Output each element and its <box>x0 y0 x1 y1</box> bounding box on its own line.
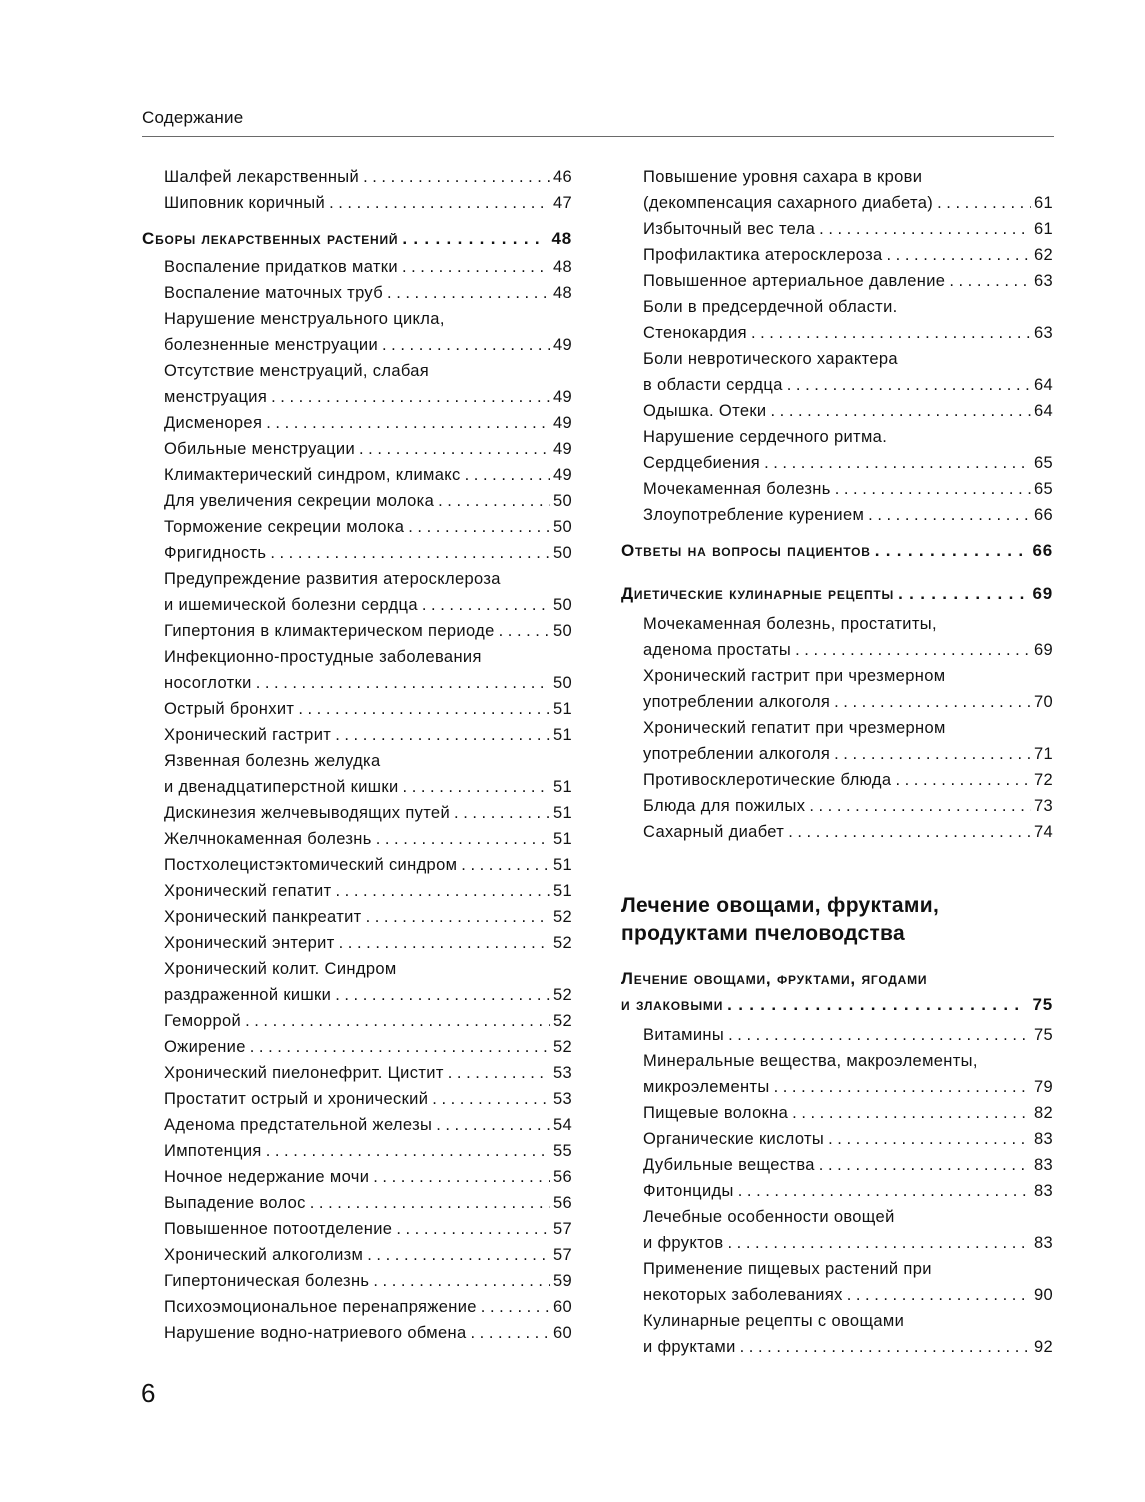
chapter-title-line: продуктами пчеловодства <box>621 922 905 945</box>
entry-page: 49 <box>552 388 572 406</box>
entry-page: 51 <box>552 856 572 874</box>
section-title: Ответы на вопросы пациентов <box>621 541 871 560</box>
entry-title: и ишемической болезни сердца <box>164 596 418 614</box>
section-page: 75 <box>1032 995 1053 1014</box>
entry-title: Ожирение <box>164 1038 246 1056</box>
entry-title: в области сердца <box>643 376 783 394</box>
dot-leader <box>764 450 1031 476</box>
toc-entry[interactable] <box>164 1320 572 1346</box>
section-page: 48 <box>551 229 572 248</box>
entry-title: Хронический панкреатит <box>164 908 362 926</box>
entry-title: Фитонциды <box>643 1182 734 1200</box>
dot-leader <box>461 852 550 878</box>
dot-leader <box>336 878 550 904</box>
dot-leader <box>465 462 550 488</box>
entry-page: 57 <box>552 1246 572 1264</box>
entry-page: 50 <box>552 596 572 614</box>
entry-title: Нарушение водно-натриевого обмена <box>164 1324 467 1342</box>
dot-leader <box>471 1320 550 1346</box>
entry-page: 65 <box>1033 480 1053 498</box>
dot-leader <box>751 320 1031 346</box>
dot-leader <box>373 1164 550 1190</box>
entry-title: Стенокардия <box>643 324 747 342</box>
toc-entry[interactable] <box>164 436 572 462</box>
entry-title-line: Боли в предсердечной области. <box>643 298 898 316</box>
entry-page: 55 <box>552 1142 572 1160</box>
dot-leader <box>438 488 550 514</box>
toc-entry[interactable] <box>164 280 572 306</box>
entry-page: 73 <box>1033 797 1053 815</box>
entry-title: Психоэмоциональное перенапряжение <box>164 1298 477 1316</box>
toc-entry[interactable] <box>643 502 1053 528</box>
dot-leader <box>335 982 550 1008</box>
dot-leader <box>382 332 550 358</box>
toc-entry[interactable] <box>164 696 572 722</box>
entry-title: (декомпенсация сахарного диабета) <box>643 194 934 212</box>
toc-entry[interactable] <box>164 462 572 488</box>
toc-entry[interactable] <box>164 1138 572 1164</box>
entry-page: 61 <box>1033 194 1053 212</box>
entry-title: Торможение секреции молока <box>164 518 405 536</box>
page-number: 6 <box>141 1378 156 1408</box>
entry-title: употреблении алкоголя <box>643 745 831 763</box>
dot-leader <box>809 793 1031 819</box>
dot-leader <box>387 280 550 306</box>
entry-page: 90 <box>1033 1286 1053 1304</box>
toc-entry[interactable] <box>643 767 1053 793</box>
entry-page: 52 <box>552 986 572 1004</box>
dot-leader <box>728 1022 1031 1048</box>
toc-section[interactable] <box>142 226 572 252</box>
entry-page: 57 <box>552 1220 572 1238</box>
toc-entry[interactable] <box>164 1086 572 1112</box>
toc-entry[interactable] <box>643 476 1053 502</box>
entry-title: Желчнокаменная болезнь <box>164 830 372 848</box>
toc-entry[interactable] <box>643 1178 1053 1204</box>
entry-page: 64 <box>1033 402 1053 420</box>
entry-page: 75 <box>1033 1026 1053 1044</box>
toc-entry[interactable] <box>643 450 1053 476</box>
dot-leader <box>266 1138 550 1164</box>
entry-title: Хронический энтерит <box>164 934 335 952</box>
toc-right-column <box>621 164 1053 1360</box>
toc-entry[interactable] <box>164 384 572 410</box>
toc-entry[interactable] <box>164 800 572 826</box>
entry-title: Фригидность <box>164 544 267 562</box>
entry-title: и фруктами <box>643 1338 736 1356</box>
toc-entry[interactable] <box>643 372 1053 398</box>
header-title: Содержание <box>142 108 244 127</box>
entry-title: Сердцебиения <box>643 454 761 472</box>
dot-leader <box>363 164 550 190</box>
section-title: и злаковыми <box>621 995 724 1014</box>
entry-title: Мочекаменная болезнь <box>643 480 831 498</box>
entry-title: Шалфей лекарственный <box>164 168 360 186</box>
toc-entry[interactable] <box>164 1164 572 1190</box>
entry-page: 50 <box>552 622 572 640</box>
dot-leader <box>339 930 550 956</box>
dot-leader <box>792 1100 1031 1126</box>
entry-page: 50 <box>552 492 572 510</box>
toc-entry[interactable] <box>164 254 572 280</box>
dot-leader <box>795 637 1031 663</box>
entry-page: 64 <box>1033 376 1053 394</box>
entry-page: 50 <box>552 544 572 562</box>
dot-leader <box>402 254 550 280</box>
toc-entry[interactable] <box>643 398 1053 424</box>
entry-page: 92 <box>1033 1338 1053 1356</box>
entry-title-line: Кулинарные рецепты с овощами <box>643 1312 905 1330</box>
entry-page: 48 <box>552 258 572 276</box>
toc-entry[interactable] <box>164 826 572 852</box>
dot-leader <box>828 1126 1031 1152</box>
toc-entry[interactable] <box>164 190 572 216</box>
entry-page: 69 <box>1033 641 1053 659</box>
entry-title: Постхолецистэктомический синдром <box>164 856 458 874</box>
entry-title: Хронический гастрит <box>164 726 332 744</box>
section-title-line: Лечение овощами, фруктами, ягодами <box>621 969 928 988</box>
entry-title: носоглотки <box>164 674 252 692</box>
entry-page: 63 <box>1033 272 1053 290</box>
dot-leader <box>432 1086 550 1112</box>
entry-title: Пищевые волокна <box>643 1104 789 1122</box>
toc-entry[interactable] <box>164 774 572 800</box>
section-page: 69 <box>1032 584 1053 603</box>
entry-page: 49 <box>552 466 572 484</box>
entry-title: Сахарный диабет <box>643 823 785 841</box>
dot-leader <box>245 1008 550 1034</box>
entry-page: 70 <box>1033 693 1053 711</box>
dot-leader <box>937 190 1031 216</box>
entry-page: 53 <box>552 1090 572 1108</box>
toc-entry[interactable] <box>643 819 1053 845</box>
entry-title: Дисменорея <box>164 414 263 432</box>
section-page: 66 <box>1032 541 1053 560</box>
entry-title-line: Язвенная болезнь желудка <box>164 752 381 770</box>
dot-leader <box>875 538 1027 564</box>
dot-leader <box>310 1190 550 1216</box>
toc-entry[interactable] <box>164 1112 572 1138</box>
entry-title-line: Предупреждение развития атеросклероза <box>164 570 501 588</box>
entry-title: Хронический алкоголизм <box>164 1246 364 1264</box>
toc-entry[interactable] <box>164 618 572 644</box>
dot-leader <box>256 670 550 696</box>
entry-page: 50 <box>552 674 572 692</box>
toc-section[interactable] <box>621 992 1053 1018</box>
toc-entry[interactable] <box>643 1126 1053 1152</box>
entry-title: Для увеличения секреции молока <box>164 492 435 510</box>
entry-title: Противосклеротические блюда <box>643 771 892 789</box>
toc-entry[interactable] <box>164 1216 572 1242</box>
dot-leader <box>868 502 1031 528</box>
toc-entry[interactable] <box>643 268 1053 294</box>
entry-title-line: Применение пищевых растений при <box>643 1260 932 1278</box>
toc-entry[interactable] <box>164 410 572 436</box>
entry-title: Хронический гепатит <box>164 882 332 900</box>
entry-page: 49 <box>552 414 572 432</box>
dot-leader <box>359 436 550 462</box>
entry-page: 56 <box>552 1168 572 1186</box>
dot-leader <box>949 268 1031 294</box>
entry-title: аденома простаты <box>643 641 792 659</box>
toc-entry[interactable] <box>643 320 1053 346</box>
dot-leader <box>271 384 550 410</box>
entry-title: Выпадение волос <box>164 1194 306 1212</box>
dot-leader <box>774 1074 1031 1100</box>
toc-entry[interactable] <box>164 852 572 878</box>
toc-entry[interactable] <box>164 1008 572 1034</box>
entry-page: 46 <box>552 168 572 186</box>
toc-entry[interactable] <box>643 1100 1053 1126</box>
entry-page: 49 <box>552 336 572 354</box>
entry-title: Профилактика атеросклероза <box>643 246 883 264</box>
toc-entry[interactable] <box>164 514 572 540</box>
dot-leader <box>887 242 1031 268</box>
dot-leader <box>481 1294 550 1320</box>
entry-title-line: Минеральные вещества, макроэлементы, <box>643 1052 978 1070</box>
dot-leader <box>819 1152 1031 1178</box>
dot-leader <box>788 819 1031 845</box>
entry-title: Злоупотребление курением <box>643 506 865 524</box>
dot-leader <box>835 476 1031 502</box>
dot-leader <box>834 689 1031 715</box>
dot-leader <box>834 741 1031 767</box>
entry-title: Шиповник коричный <box>164 194 326 212</box>
entry-title-line: Мочекаменная болезнь, простатиты, <box>643 615 937 633</box>
entry-title-line: Боли невротического характера <box>643 350 898 368</box>
entry-title: употреблении алкоголя <box>643 693 831 711</box>
dot-leader <box>819 216 1031 242</box>
dot-leader <box>366 904 550 930</box>
toc-entry[interactable] <box>643 1230 1053 1256</box>
toc-entry[interactable] <box>164 592 572 618</box>
entry-page: 48 <box>552 284 572 302</box>
entry-title-line: Хронический гепатит при чрезмерном <box>643 719 946 737</box>
chapter-heading[interactable] <box>621 892 1053 948</box>
toc-entry[interactable] <box>643 793 1053 819</box>
dot-leader <box>727 992 1026 1018</box>
dot-leader <box>376 826 550 852</box>
entry-title: раздраженной кишки <box>164 986 332 1004</box>
entry-title: Дискинезия желчевыводящих путей <box>164 804 451 822</box>
section-title: Диетические кулинарные рецепты <box>621 584 895 603</box>
entry-title: Климактерический синдром, климакс <box>164 466 461 484</box>
entry-page: 52 <box>552 934 572 952</box>
entry-page: 47 <box>552 194 572 212</box>
entry-title: микроэлементы <box>643 1078 770 1096</box>
entry-title: Аденома предстательной железы <box>164 1116 433 1134</box>
toc-entry[interactable] <box>164 930 572 956</box>
dot-leader <box>787 372 1031 398</box>
entry-page: 56 <box>552 1194 572 1212</box>
dot-leader <box>422 592 550 618</box>
entry-page: 79 <box>1033 1078 1053 1096</box>
entry-page: 65 <box>1033 454 1053 472</box>
toc-entry[interactable] <box>164 722 572 748</box>
entry-title: Гипертоническая болезнь <box>164 1272 370 1290</box>
dot-leader <box>335 722 550 748</box>
entry-page: 54 <box>552 1116 572 1134</box>
entry-title: Простатит острый и хронический <box>164 1090 429 1108</box>
entry-title: Повышенное артериальное давление <box>643 272 946 290</box>
entry-page: 83 <box>1033 1182 1053 1200</box>
dot-leader <box>298 696 550 722</box>
entry-title: Острый бронхит <box>164 700 295 718</box>
toc-entry[interactable] <box>164 1268 572 1294</box>
toc-entry[interactable] <box>164 670 572 696</box>
entry-page: 74 <box>1033 823 1053 841</box>
entry-page: 61 <box>1033 220 1053 238</box>
entry-page: 62 <box>1033 246 1053 264</box>
entry-page: 52 <box>552 1038 572 1056</box>
entry-page: 52 <box>552 908 572 926</box>
dot-leader <box>329 190 550 216</box>
toc-entry[interactable] <box>643 1022 1053 1048</box>
dot-leader <box>373 1268 550 1294</box>
toc-entry[interactable] <box>164 1242 572 1268</box>
entry-title: Одышка. Отеки <box>643 402 767 420</box>
entry-title-line: Хронический колит. Синдром <box>164 960 397 978</box>
entry-title: и двенадцатиперстной кишки <box>164 778 399 796</box>
toc-entry[interactable] <box>164 1190 572 1216</box>
toc-entry[interactable] <box>643 637 1053 663</box>
toc-entry[interactable] <box>643 242 1053 268</box>
dot-leader <box>250 1034 550 1060</box>
dot-leader <box>454 800 550 826</box>
toc-entry[interactable] <box>643 1074 1053 1100</box>
toc-entry[interactable] <box>643 1152 1053 1178</box>
entry-title: Органические кислоты <box>643 1130 825 1148</box>
entry-page: 60 <box>552 1298 572 1316</box>
toc-entry[interactable] <box>164 982 572 1008</box>
entry-title: Избыточный вес тела <box>643 220 816 238</box>
entry-page: 60 <box>552 1324 572 1342</box>
toc-entry[interactable] <box>164 332 572 358</box>
dot-leader <box>728 1230 1031 1256</box>
toc-entry[interactable] <box>643 1334 1053 1360</box>
entry-page: 66 <box>1033 506 1053 524</box>
toc-entry[interactable] <box>164 1034 572 1060</box>
toc-entry[interactable] <box>643 216 1053 242</box>
toc-entry[interactable] <box>643 741 1053 767</box>
entry-title: менструация <box>164 388 268 406</box>
entry-title: Воспаление придатков матки <box>164 258 398 276</box>
entry-page: 72 <box>1033 771 1053 789</box>
entry-title: Дубильные вещества <box>643 1156 815 1174</box>
dot-leader <box>738 1178 1031 1204</box>
entry-title: Обильные менструации <box>164 440 356 458</box>
entry-page: 49 <box>552 440 572 458</box>
page-header <box>142 108 1054 137</box>
entry-page: 82 <box>1033 1104 1053 1122</box>
entry-page: 51 <box>552 804 572 822</box>
toc-entry[interactable] <box>643 190 1053 216</box>
chapter-title-line: Лечение овощами, фруктами, <box>621 894 940 917</box>
entry-title: и фруктов <box>643 1234 724 1252</box>
toc-entry[interactable] <box>164 1294 572 1320</box>
dot-leader <box>402 226 545 252</box>
toc-entry[interactable] <box>164 904 572 930</box>
entry-title: Витамины <box>643 1026 725 1044</box>
section-title: Сборы лекарственных растений <box>142 229 399 248</box>
entry-title: болезненные менструации <box>164 336 379 354</box>
entry-title: Хронический пиелонефрит. Цистит <box>164 1064 444 1082</box>
entry-title-line: Лечебные особенности овощей <box>643 1208 895 1226</box>
dot-leader <box>367 1242 550 1268</box>
toc-section[interactable] <box>621 538 1053 564</box>
dot-leader <box>448 1060 550 1086</box>
entry-page: 59 <box>552 1272 572 1290</box>
entry-title: некоторых заболеваниях <box>643 1286 843 1304</box>
toc-left-column <box>142 164 572 1346</box>
toc-entry[interactable] <box>643 689 1053 715</box>
toc-entry[interactable] <box>164 164 572 190</box>
entry-title: Блюда для пожилых <box>643 797 806 815</box>
toc-section[interactable] <box>621 581 1053 607</box>
entry-page: 51 <box>552 700 572 718</box>
entry-title-line: Хронический гастрит при чрезмерном <box>643 667 946 685</box>
dot-leader <box>396 1216 550 1242</box>
dot-leader <box>499 618 550 644</box>
entry-title: Повышенное потоотделение <box>164 1220 393 1238</box>
dot-leader <box>740 1334 1031 1360</box>
dot-leader <box>898 581 1026 607</box>
dot-leader <box>266 410 550 436</box>
entry-page: 51 <box>552 830 572 848</box>
entry-title-line: Нарушение менструального цикла, <box>164 310 445 328</box>
entry-page: 51 <box>552 726 572 744</box>
entry-title-line: Отсутствие менструаций, слабая <box>164 362 430 380</box>
entry-title-line: Повышение уровня сахара в крови <box>643 168 923 186</box>
entry-title: Воспаление маточных труб <box>164 284 384 302</box>
dot-leader <box>895 767 1031 793</box>
entry-page: 83 <box>1033 1156 1053 1174</box>
entry-title: Гипертония в климактерическом периоде <box>164 622 495 640</box>
entry-page: 51 <box>552 882 572 900</box>
entry-page: 51 <box>552 778 572 796</box>
toc-entry[interactable] <box>164 878 572 904</box>
dot-leader <box>270 540 550 566</box>
toc-entry[interactable] <box>643 1282 1053 1308</box>
toc-entry[interactable] <box>164 540 572 566</box>
dot-leader <box>436 1112 550 1138</box>
entry-page: 71 <box>1033 745 1053 763</box>
entry-title-line: Инфекционно-простудные заболевания <box>164 648 482 666</box>
entry-page: 52 <box>552 1012 572 1030</box>
entry-page: 50 <box>552 518 572 536</box>
entry-title: Ночное недержание мочи <box>164 1168 370 1186</box>
entry-page: 83 <box>1033 1234 1053 1252</box>
toc-entry[interactable] <box>164 488 572 514</box>
dot-leader <box>771 398 1031 424</box>
dot-leader <box>408 514 550 540</box>
toc-entry[interactable] <box>164 1060 572 1086</box>
entry-page: 63 <box>1033 324 1053 342</box>
entry-title: Геморрой <box>164 1012 242 1030</box>
entry-page: 83 <box>1033 1130 1053 1148</box>
entry-page: 53 <box>552 1064 572 1082</box>
dot-leader <box>847 1282 1031 1308</box>
entry-title: Импотенция <box>164 1142 262 1160</box>
dot-leader <box>403 774 550 800</box>
entry-title-line: Нарушение сердечного ритма. <box>643 428 888 446</box>
